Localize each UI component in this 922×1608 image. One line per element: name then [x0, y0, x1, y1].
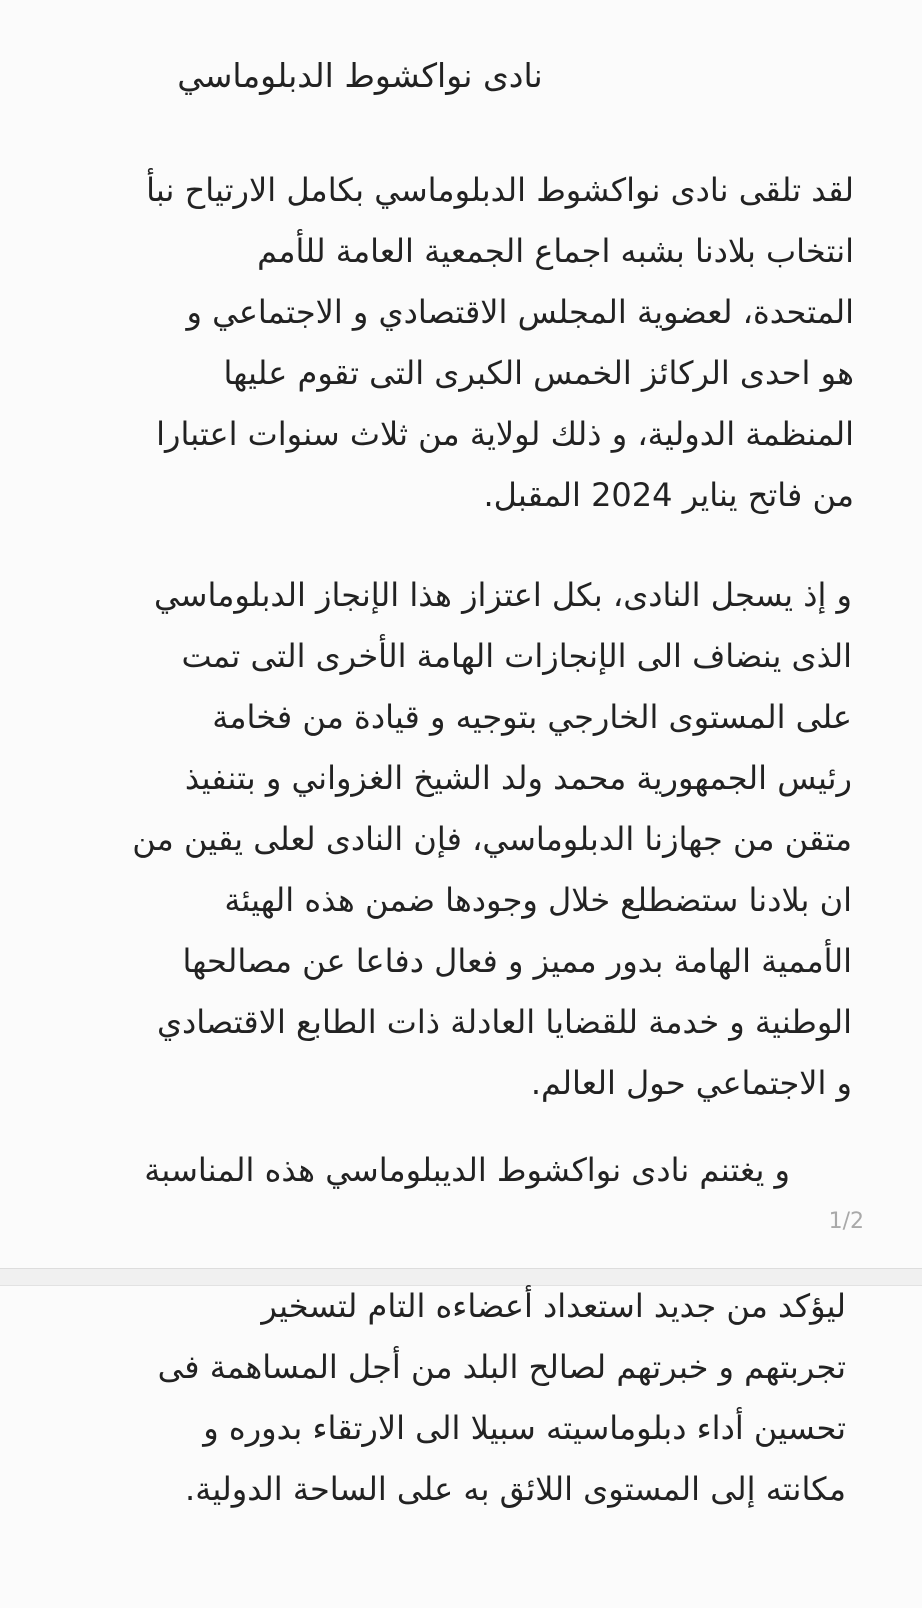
- text-line: ليؤكد من جديد استعداد أعضاءه التام لتسخير: [261, 1287, 846, 1325]
- text-line: تحسين أداء دبلوماسيته سبيلا الى الارتقاء بدوره و: [203, 1409, 846, 1447]
- text-line: متقن من جهازنا الدبلوماسي، فإن النادى لعلى يقين من: [132, 820, 852, 858]
- text-line: من فاتح يناير 2024 المقبل.: [483, 476, 854, 514]
- text-line: المتحدة، لعضوية المجلس الاقتصادي و الاجتماعي و: [186, 293, 854, 331]
- page-counter: 1/2: [828, 1209, 864, 1234]
- text-line: ان بلادنا ستضطلع خلال وجودها ضمن هذه الهيئة: [224, 881, 852, 919]
- text-line: الوطنية و خدمة للقضايا العادلة ذات الطابع الاقتصادي: [156, 1003, 852, 1041]
- text-line: رئيس الجمهورية محمد ولد الشيخ الغزواني و بتنفيذ: [184, 759, 852, 797]
- text-line: و الاجتماعي حول العالم.: [530, 1064, 852, 1102]
- text-line: مكانته إلى المستوى اللائق به على الساحة الدولية.: [185, 1470, 846, 1508]
- text-line: لقد تلقى نادى نواكشوط الدبلوماسي بكامل الارتياح نبأ: [146, 171, 854, 209]
- text-line: هو احدى الركائز الخمس الكبرى التى تقوم عليها: [223, 354, 854, 392]
- document-title: نادى نواكشوط الدبلوماسي: [177, 56, 543, 95]
- paragraph-1: [34, 160, 854, 526]
- text-line: تجربتهم و خبرتهم لصالح البلد من أجل المساهمة فى: [157, 1348, 846, 1386]
- paragraph-2: [32, 565, 852, 1114]
- text-line: المنظمة الدولية، و ذلك لولاية من ثلاث سنوات اعتبارا: [156, 415, 854, 453]
- text-line: على المستوى الخارجي بتوجيه و قيادة من فخامة: [212, 698, 852, 736]
- text-line: و يغتنم نادى نواكشوط الديبلوماسي هذه المناسبة: [144, 1151, 790, 1189]
- document-page-2: [0, 1286, 922, 1608]
- text-line: الذى ينضاف الى الإنجازات الهامة الأخرى التى تمت: [181, 637, 852, 675]
- paragraph-3: [30, 1140, 790, 1201]
- paragraph-4: [26, 1276, 846, 1520]
- text-line: انتخاب بلادنا بشبه اجماع الجمعية العامة للأمم: [257, 232, 854, 270]
- text-line: الأممية الهامة بدور مميز و فعال دفاعا عن مصالحها: [182, 942, 852, 980]
- text-line: و إذ يسجل النادى، بكل اعتزاز هذا الإنجاز الدبلوماسي: [154, 576, 852, 614]
